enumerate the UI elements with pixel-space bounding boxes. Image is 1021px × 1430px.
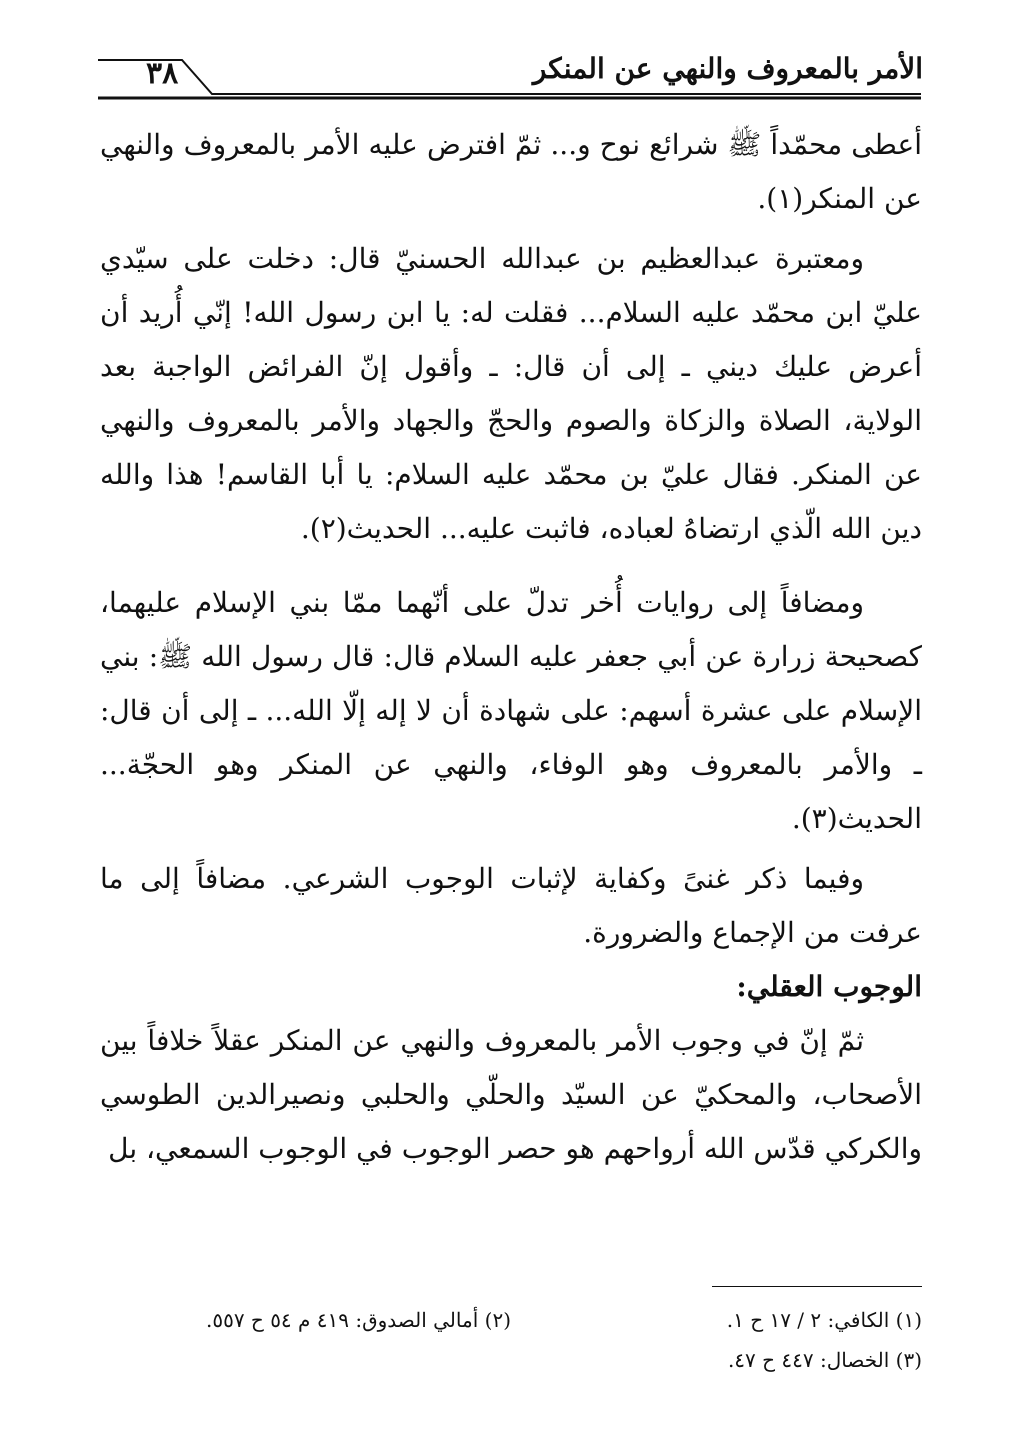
paragraph-4: وفيما ذكر غنىً وكفاية لإثبات الوجوب الشرعي. مضافاً إلى ما عرفت من الإجماع والضرورة. xyxy=(100,862,922,949)
header-title: الأمر بالمعروف والنهي عن المنكر xyxy=(532,52,923,85)
footnote-3: (٣) الخصال: ٤٤٧ ح ٤٧. xyxy=(727,1348,922,1372)
running-header xyxy=(98,40,923,100)
footnote-row-1 xyxy=(100,1300,922,1340)
footnote-1: (١) الكافي: ٢ / ١٧ ح ١. xyxy=(726,1308,922,1332)
main-text xyxy=(100,118,922,1176)
footnote-separator xyxy=(712,1286,922,1287)
section-paragraph: ثمّ إنّ في وجوب الأمر بالمعروف والنهي عن المنكر عقلاً خلافاً بين الأصحاب، والمحكيّ عن السيّد والحلّي والحلبي ونصيرالدين الطوسي والكركي قدّس الله أرواحهم هو حصر الوجوب في الوجوب السمعي، بل xyxy=(100,1024,922,1165)
footnote-row-2 xyxy=(100,1340,922,1380)
footnotes xyxy=(100,1300,922,1380)
footnote-2: (٢) أمالي الصدوق: ٤١٩ م ٥٤ ح ٥٥٧. xyxy=(205,1308,511,1332)
paragraph-1: أعطى محمّداً ﷺ شرائع نوح و... ثمّ افترض عليه الأمر بالمعروف والنهي عن المنكر(١). xyxy=(100,128,922,215)
paragraph-3: ومضافاً إلى روايات أُخر تدلّ على أنّهما ممّا بني الإسلام عليهما، كصحيحة زرارة عن أبي جعفر عليه السلام قال: قال رسول الله ﷺ: بني الإسلام على عشرة أسهم: على شهادة أن لا إله إلّا الله... ـ إلى أن قال: ـ والأمر بالمعروف وهو الوفاء، والنهي عن المنكر وهو الحجّة... الحديث(٣). xyxy=(100,586,922,835)
paragraph-2: ومعتبرة عبدالعظيم بن عبدالله الحسنيّ قال: دخلت على سيّدي عليّ ابن محمّد عليه السلام... فقلت له: يا ابن رسول الله! إنّي أُريد أن أعرض عليك ديني ـ إلى أن قال: ـ وأقول إنّ الفرائض الواجبة بعد الولاية، الصلاة والزكاة والصوم والحجّ والجهاد والأمر بالمعروف والنهي عن المنكر. فقال عليّ بن محمّد عليه السلام: يا أبا القاسم! هذا والله دين الله الّذي ارتضاهُ لعباده، فاثبت عليه... الحديث(٢). xyxy=(100,242,922,545)
section-heading: الوجوب العقلي: xyxy=(736,970,922,1003)
page-number: ٣٨ xyxy=(146,56,179,91)
